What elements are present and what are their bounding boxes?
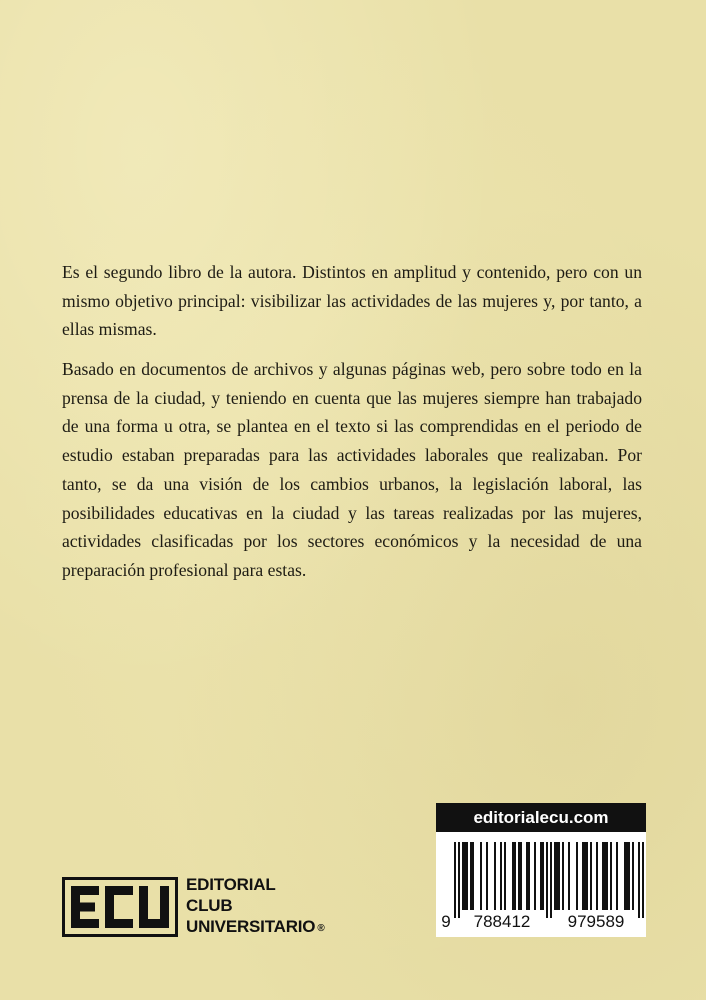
barcode-bar <box>494 842 496 910</box>
barcode-bar <box>624 842 626 910</box>
barcode-bar <box>556 842 558 910</box>
barcode-bar <box>604 842 606 910</box>
publisher-name-line-1: EDITORIAL <box>186 875 276 894</box>
barcode-bar <box>462 842 464 910</box>
barcode-bar <box>616 842 618 910</box>
barcode-bar <box>562 842 564 910</box>
barcode-graphic <box>436 832 646 937</box>
barcode-bar <box>486 842 488 910</box>
barcode-bar <box>584 842 586 910</box>
barcode-bar <box>558 842 560 910</box>
barcode-bar <box>590 842 592 910</box>
barcode-bar <box>528 842 530 910</box>
barcode-bar <box>514 842 516 910</box>
barcode-bar <box>504 842 506 910</box>
barcode-first-digit: 9 <box>441 912 451 931</box>
barcode-bar <box>626 842 628 910</box>
ecu-logo-mark <box>62 877 178 937</box>
barcode-bar <box>458 842 460 918</box>
barcode-bar <box>454 842 456 918</box>
barcode-bar <box>576 842 578 910</box>
isbn-barcode-box <box>436 803 646 937</box>
description-paragraph-2: Basado en documentos de archivos y algunas páginas web, pero sobre todo en la prensa de la ciudad, y teniendo en cuenta que las mujeres siempre han trabajado de una forma u otra, se plantea en el texto si las comprendidas en el periodo de estudio estaban preparadas para las actividades laborales que realizaban. Por tanto, se da una visión de los cambios urbanos, la legislación laboral, las posibilidades educativas en la ciudad y las tareas realizadas por las mujeres, actividades clasificadas por los sectores económicos y la necesidad de una preparación profesional para estas. <box>62 359 642 580</box>
barcode-bar <box>638 842 640 918</box>
publisher-logo <box>62 874 325 939</box>
publisher-name <box>186 874 325 939</box>
publisher-name-line-3-text: UNIVERSITARIO <box>186 917 316 936</box>
barcode-bar <box>554 842 556 910</box>
barcode-bar <box>518 842 520 910</box>
barcode-bar <box>586 842 588 910</box>
barcode-bar <box>610 842 612 910</box>
barcode-bar <box>470 842 472 910</box>
barcode-bar <box>550 842 552 918</box>
barcode-bar <box>526 842 528 910</box>
barcode-bar <box>466 842 468 910</box>
barcode-bar <box>464 842 466 910</box>
barcode-bar <box>568 842 570 910</box>
barcode-bar <box>512 842 514 910</box>
barcode-bar <box>540 842 542 910</box>
barcode-left-digits: 788412 <box>473 912 531 931</box>
barcode-bar <box>546 842 548 918</box>
barcode-bar <box>582 842 584 910</box>
website-banner: editorialecu.com <box>436 803 646 832</box>
barcode-right-digits: 979589 <box>567 912 625 931</box>
barcode-bar <box>520 842 522 910</box>
barcode-bar <box>500 842 502 910</box>
barcode-bar <box>628 842 630 910</box>
publisher-name-line-2: CLUB <box>186 896 233 915</box>
registered-mark: ® <box>317 923 325 934</box>
ecu-letters-icon <box>65 880 175 934</box>
barcode-bar <box>542 842 544 910</box>
publisher-name-line-3 <box>186 916 325 939</box>
barcode-bar <box>632 842 634 910</box>
barcode-bar <box>472 842 474 910</box>
barcode-bar <box>596 842 598 910</box>
description-paragraph-1: Es el segundo libro de la autora. Distintos en amplitud y contenido, pero con un mismo objetivo principal: visibilizar las actividades de las mujeres y, por tanto, a ellas mismas. <box>62 262 642 340</box>
barcode-bar <box>642 842 644 918</box>
barcode-area <box>436 832 646 937</box>
barcode-bar <box>534 842 536 910</box>
barcode-bar <box>480 842 482 910</box>
barcode-bar <box>606 842 608 910</box>
barcode-bar <box>602 842 604 910</box>
